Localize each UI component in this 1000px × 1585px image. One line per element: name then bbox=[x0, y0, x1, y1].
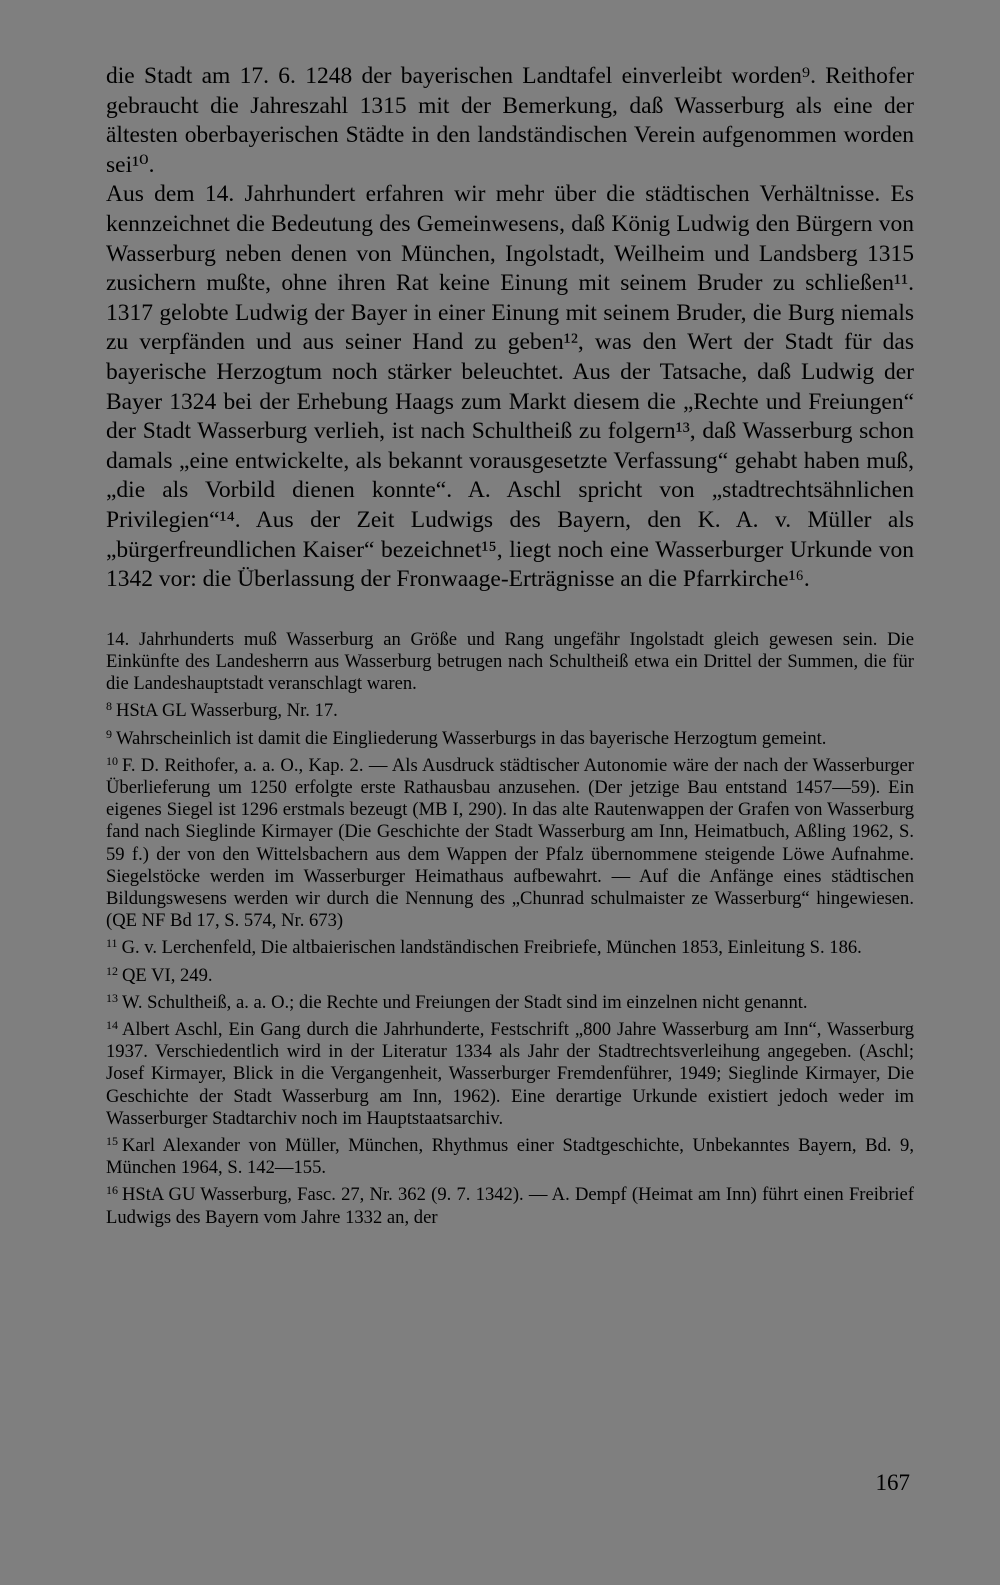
footnote bbox=[106, 750, 914, 933]
page-content bbox=[106, 62, 914, 1229]
footnote-number: 16 bbox=[106, 1183, 118, 1198]
footnote-text: G. v. Lerchenfeld, Die altbaierischen landständischen Freibriefe, München 1853, Einleitung S. 186. bbox=[121, 937, 862, 959]
footnote-text: F. D. Reithofer, a. a. O., Kap. 2. — Als Ausdruck städtischer Autonomie wäre der nach der Wasserburger Überlieferung um 1250 erfolgte erste Rathausbau anzusehen. (Der jetzige Bau entstand 1457—59). Ein eigenes Siegel ist 1296 erstmals bezeugt (MB I, 290). In das alte Rautenwappen der Grafen von Wasserburg fand nach Sieglinde Kirmayer (Die Geschichte der Stadt Wasserburg am Inn, Heimatbuch, Aßling 1962, S. 59 f.) der von den Wittelsbachern aus dem Wappen der Pfalz übernommene steigende Löwe Aufnahme. Siegelstöcke werden im Wasserburger Heimathaus aufbewahrt. — Auf die Anfänge eines städtischen Bildungswesens werden wir durch die Nennung des „Chunrad schulmaister ze Wasserburg“ hingewiesen. (QE NF Bd 17, S. 574, Nr. 673) bbox=[106, 754, 914, 932]
footnote-number: 13 bbox=[106, 990, 118, 1005]
footnote-number: 15 bbox=[106, 1133, 118, 1148]
footnote-text: HStA GL Wasserburg, Nr. 17. bbox=[116, 700, 338, 722]
footnote bbox=[106, 987, 914, 1014]
footnote-text: HStA GU Wasserburg, Fasc. 27, Nr. 362 (9. 7. 1342). — A. Dempf (Heimat am Inn) führt einen Freibrief Ludwigs des Bayern vom Jahre 1332 an, der bbox=[106, 1184, 914, 1228]
footnote bbox=[106, 932, 914, 959]
footnote-number: 12 bbox=[106, 963, 118, 978]
footnote bbox=[106, 723, 914, 750]
footnote bbox=[106, 1014, 914, 1130]
footnote-number: 9 bbox=[106, 726, 112, 741]
footnotes bbox=[106, 629, 914, 1229]
footnote-number: 11 bbox=[106, 936, 118, 951]
paragraph: die Stadt am 17. 6. 1248 der bayerischen Landtafel einverleibt worden⁹. Reithofer gebraucht die Jahreszahl 1315 mit der Bemerkung, daß Wasserburg als eine der ältesten oberbayerischen Städte in den landständischen Verein aufgenommen worden sei¹⁰. bbox=[106, 63, 914, 178]
footnote bbox=[106, 629, 914, 696]
footnote bbox=[106, 1179, 914, 1228]
footnote-text: W. Schultheiß, a. a. O.; die Rechte und Freiungen der Stadt sind im einzelnen nicht genannt. bbox=[122, 991, 808, 1013]
footnote bbox=[106, 1130, 914, 1179]
footnote-number: 10 bbox=[106, 753, 118, 768]
page-number: 167 bbox=[875, 1470, 910, 1495]
main-text bbox=[106, 62, 914, 595]
footnote-text: QE VI, 249. bbox=[122, 964, 213, 986]
footnote-text: Karl Alexander von Müller, München, Rhythmus einer Stadtgeschichte, Unbekanntes Bayern, Bd. 9, München 1964, S. 142—155. bbox=[106, 1134, 914, 1179]
footnote-number: 14 bbox=[106, 1017, 118, 1032]
footnote bbox=[106, 960, 914, 987]
footnote-text: Wahrscheinlich ist damit die Eingliederung Wasserburgs in das bayerische Herzogtum gemeint. bbox=[116, 727, 827, 749]
footnote bbox=[106, 695, 914, 722]
footnote-text: 14. Jahrhunderts muß Wasserburg an Größe und Rang ungefähr Ingolstadt gleich gewesen sein. Die Einkünfte des Landesherrn aus Wasserburg betrugen nach Schultheiß etwa ein Drittel der Summen, die für die Landeshauptstadt veranschlagt waren. bbox=[106, 628, 914, 695]
footnote-number: 8 bbox=[106, 699, 112, 714]
footnote-text: Albert Aschl, Ein Gang durch die Jahrhunderte, Festschrift „800 Jahre Wasserburg am Inn“, Wasserburg 1937. Verschiedentlich wird in der Literatur 1334 als Jahr der Stadtrechtsverleihung angegeben. (Aschl; Josef Kirmayer, Blick in die Vergangenheit, Wasserburger Fremdenführer, 1949; Sieglinde Kirmayer, Die Geschichte der Stadt Wasserburg am Inn, 1962). Eine derartige Urkunde existiert jedoch weder im Wasserburger Stadtarchiv noch im Hauptstaatsarchiv. bbox=[106, 1018, 914, 1129]
paragraph: Aus dem 14. Jahrhundert erfahren wir mehr über die städtischen Verhältnisse. Es kennzeichnet die Bedeutung des Gemeinwesens, daß König Ludwig den Bürgern von Wasserburg neben denen von München, Ingolstadt, Weilheim und Landsberg 1315 zusichern mußte, ohne ihren Rat keine Einung mit seinem Bruder zu schließen¹¹. 1317 gelobte Ludwig der Bayer in einer Einung mit seinem Bruder, die Burg niemals zu verpfänden und aus seiner Hand zu geben¹², was den Wert der Stadt für das bayerische Herzogtum noch stärker beleuchtet. Aus der Tatsache, daß Ludwig der Bayer 1324 bei der Erhebung Haags zum Markt diesem die „Rechte und Freiungen“ der Stadt Wasserburg verlieh, ist nach Schultheiß zu folgern¹³, daß Wasserburg schon damals „eine entwickelte, als bekannt vorausgesetzte Verfassung“ gehabt haben muß, „die als Vorbild dienen konnte“. A. Aschl spricht von „stadtrechtsähnlichen Privilegien“¹⁴. Aus der Zeit Ludwigs des Bayern, den K. A. v. Müller als „bürgerfreundlichen Kaiser“ bezeichnet¹⁵, liegt noch eine Wasserburger Urkunde von 1342 vor: die Überlassung der Fronwaage-Erträgnisse an die Pfarrkirche¹⁶. bbox=[106, 181, 914, 593]
